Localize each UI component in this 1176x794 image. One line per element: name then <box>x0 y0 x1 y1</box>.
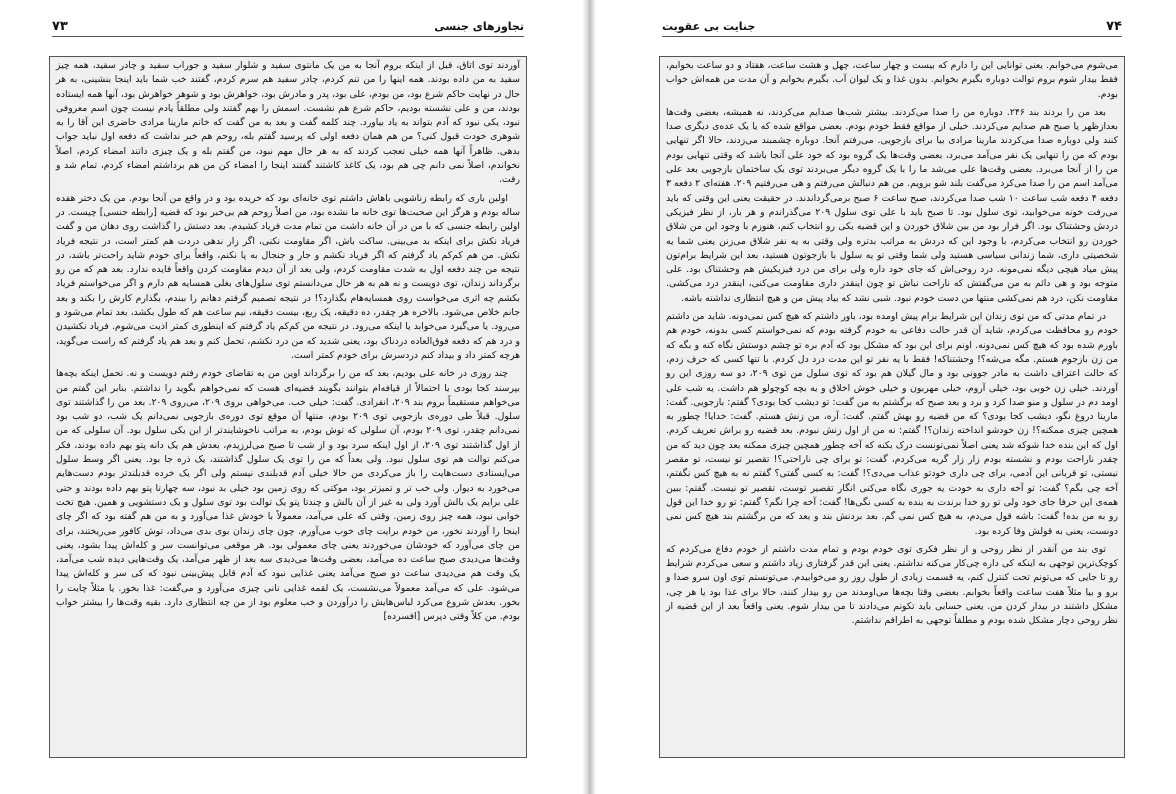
left-page-header <box>52 16 524 37</box>
left-paragraph-3: چند روزی در خانه علی بودیم، بعد که من را برگرداند اوین من به تقاضای خودم رفتم دویست و نه. تحمل اینکه بچه‌ها بپرسند کجا بودی یا احتمالاً از قیافه‌ام بتوانند بگویند قضیه‌ای هست که نمی‌خواهم بگوید را نداشتم. بنابر این گفتم من می‌خواهم مستقیماً بروم بند ۲۰۹، انفرادی. گفت: خیلی خب. می‌خواهی بروی ۲۰۹، می‌روی ۲۰۹. بعد من را گذاشتند توی سلول. قبلاً طی دوره‌ی بازجویی توی ۲۰۹ بودم، منتها آن موقع توی دوره‌ی بازجویی نمی‌دانم یک شب، دو شب بود نمی‌دانم چقدر، توی ۲۰۹ بودم، آن سلولی که توش بودم، به مراتب ناخوشایندتر از این یکی سلول بود. آن سلولی که من از اول گذاشتند توی ۲۰۹، از اول اینکه سرد بود و از شب تا صبح می‌لرزیدم، بعدش هم یک دانه پتو بهم داده بودند، فکر می‌کنم توالت هم توی سلول نبود. ولی بعداً که من را توی یک سلول گذاشتند، یک ذره جا بود. یعنی اگر وسط سلول می‌ایستادی دست‌هایت را باز می‌کردی من حالا خیلی آدم قدبلندی نیستم ولی اگر یک خرده قدبلندتر بودم دست‌هایم می‌خورد به دیوار. ولی خب تر و تمیزتر بود، موکتی که روی زمین بود خیلی بد نبود، سه چهارتا پتو بهم داده بودند و حتی علی برایم یک بالش آورد ولی به غیر از آن بالش و چندتا پتو یک توالت بود توی سلول و یک دستشویی و همین. هیچ تخت خوابی نبود، همه چیز روی زمین. وقتی که علی می‌آمد، معمولاً با خودش غذا می‌آورد و به من هم گفته بود که اگر چای اینجا را آوردند نخور، من خودم برایت چای خوب می‌آورم. چون چای زندان بوی بدی می‌داد، توش کافور می‌ریختند، برای من چای می‌آورد که خودشان می‌خوردند یعنی چای معمولی بود. هر موقعی می‌توانست سر و کله‌اش پیدا بشود، یعنی وقت‌ها می‌دیدی صبح ساعت ده می‌آمد، بعضی وقت‌ها می‌دیدی سه بعد از ظهر می‌آمد، یک وقت‌هایی دیده شب می‌آمد، یک وقت هم می‌دیدی ساعت دو صبح می‌آمد یعنی غذایی نبود که آدم قابل پیش‌بینی نبود که کی سر و کله‌اش پیدا می‌شود. علی که می‌آمد معمولاً می‌نشست، یک لقمه غذایی نانی چیزی می‌آورد و می‌گفت: غذا بخور. یا مثلاً چایت را بخور. بعدش شروع می‌کرد لباس‌هایش را درآوردن و خب معلوم بود از من چه انتظاری دارد. بقیه وقت‌ها را بیشتر خواب بودم. من کلاً وقتی دپرس [افسرده] <box>56 368 520 623</box>
right-text-box <box>659 56 1125 758</box>
left-page <box>0 0 582 794</box>
right-page-header <box>662 16 1122 37</box>
right-paragraph-1: می‌شوم می‌خوابم. یعنی توانایی این را دارم که بیست و چهار ساعت، چهل و هشت ساعت، هفتاد و دو ساعت بخوابم، فقط بیدار شوم بروم توالت دوباره بگیرم بخوابم. بدون غذا و یک لیوان آب. بگیرم بخوابم و آن مدت من همه‌اش خواب بودم. <box>666 60 1118 100</box>
right-paragraph-2: بعد من را بردند بند ۲۴۶. دوباره من را صدا می‌کردند. بیشتر شب‌ها صدایم می‌کردند، نه همیشه، بعضی وقت‌ها بعدازظهر یا صبح هم صدایم می‌کردند. خیلی از مواقع فقط خودم بودم. بعضی مواقع شده که یا یک عده‌ی دیگری صدا کنند ولی دوباره صدا می‌کردند مارینا مرادی بیا برای بازجویی. می‌رفتم آنجا. دوباره چشمبند می‌زدند، حالا اگر تنهایی بودم که من را تنهایی یک نفر می‌آمد می‌برد، بعضی وقت‌ها یک گروه بود که خود علی آنجا باشد که وقتی تنهایی بودم من را از آنجا می‌برد. بعضی وقت‌ها علی می‌شد ما را با یک گروه دیگر می‌بردند توی یک ساختمان بازجویی بعد علی می‌آمد اسم من را صدا می‌کرد می‌گفت بلند شو برویم. من هم دنبالش می‌رفتم و هی می‌رفتیم ۲۰۹. هفته‌ای ۲ دفعه ۳ دفعه ۴ دفعه شب ساعت ۱۰ شب صدا می‌کردند، صبح ساعت ۶ صبح برمی‌گرداندند. در حقیقت یعنی این وقتی که باید می‌رفت خونه می‌خوابید، توی سلول بود. تا صبح باید با علی توی سلول ۲۰۹ می‌گذراندم و هر بار، از نظر فیزیکی دردش وحشتناک بود. اگر فرار بود من بین شلاق خوردن و این قضیه یکی رو انتخاب کنم، هنوزم با وجود این من شلاق خوردن رو انتخاب می‌کردم، با وجود این که دردش به مراتب بدتره ولی وقتی به یه نفر شلاق می‌زنن یعنی شما یه شخصیتی داری، شما زندانی سیاسی هستید ولی شما وقتی تو یه سلول با بازجوتون هستید، بعد این شرایط برام‌تون پیش میاد هیچی دیگه نمی‌مونه. درد روحی‌اش که جای خود داره ولی برای من درد فیزیکیش هم وحشتناک بود. علی متوجه بود و هی دائم به من می‌گفتش که ناراحت نباش تو چون اینقدر داری مقاومت می‌کنی، اینقدر درد می‌کشی. مقاومت نکن، درد هم نمی‌کشی منتها من دست خودم نبود. شبی نشد که بیاد پیش من و هیچ انتظاری نداشته باشه. <box>666 106 1119 304</box>
left-paragraph-2: اولین باری که رابطه زناشویی باهاش داشتم توی خانه‌ای بود که خریده بود و در واقع من آنجا بودم. من یک دختر هفده ساله بودم و هرگز این صحبت‌ها توی خانه ما نشده بود، من اصلاً روحم هم بی‌خبر بود که قضیه [رابطه جنسی] چیست. در اولین رابطه جنسی که با من در آن خانه داشت من تمام مدت فریاد کشیدم. بعد دستش را گذاشت روی دهان من و گفت فریاد نکش برای اینکه بد می‌بینی. ساکت باش، اگر مقاومت نکنی، اگر زار ندهی دردت هم کمتر است، در نتیجه فریاد نکش. من هم کم‌کم یاد گرفتم که اگر فریاد نکشم و جار و جنجال به پا نکنم، واقعاً برای خودم شاید راحت‌تر باشد، در نتیجه من چند دفعه اول به شدت مقاومت کردم، ولی بعد از آن دیدم مقاومت کردن واقعاً فایده ندارد. بعد هم که من رو برگرداند زندان، توی دویست و نه هم به هر حال می‌دانستم توی سلول‌های بغلی همسایه هم دارم و اگر می‌خواستم فریاد بکشم چه اثری می‌خواست روی همسایه‌هام بگذارد؟! در نتیجه تصمیم گرفتم دهانم را ببندم، بگذارم کارش را بکند و بعد جانم خلاص می‌شود. بالاخره هر چقدر، ده دقیقه، یک ربع، بیست دقیقه، نیم ساعت هم که طول بکشد، بعد تمام می‌شود و می‌رود. یا می‌گیرد می‌خوابد یا اینکه می‌رود. در نتیجه من کم‌کم یاد گرفتم که اینطوری کمتر اذیت می‌شوم. فریاد نکشیدن و درد هم که دفعه فوق‌العاده دردناک بود، یعنی شدید که من درد نکشم، تحمل کنم و بعد هم یاد گرفتم که راست می‌گوید، هرچه کمتر داد و بیداد کنم دردسرش برای خودم کمتر است. <box>56 192 520 361</box>
right-page <box>596 0 1176 794</box>
left-paragraph-1: آوردند توی اتاق، قبل از اینکه بروم آنجا به من یک مانتوی سفید و شلوار سفید و جوراب سفید و چادر سفید، همه چیز سفید به من داده بودند. همه اینها را من تنم کردم، چادر سفید هم سرم کردم، گفتند خب شما باید اینجا بنشینی، به هر حال در نهایت حاکم شرع بود، من بودم، علی بود، پدر و مادرش بود، خواهرش بود و شوهر خواهرش بود، آنها همه ایستاده بودند، من و علی نشسته بودیم، حاکم شرع هم نشست. اسمش را بهم گفتند ولی مطلقاً یادم نیست چون اسم معروفی نبود، یکی نبود که آدم بتواند به یاد بیاورد. چند کلمه گفت و بعد به من گفت که خانم مارینا مرادی حاضری این آقا را به شوهری خودت قبول کنی؟ من هم همان دفعه اولی که پرسید گفتم بله، روحم هم خبر نداشت که دفعه اول نباید جواب بدهی. ظاهراً آنها همه خیلی تعجب کردند که به هر حال مهم نبود، من گفتم بله و یک چیزی داتند امضاء کردم، اصلاً نخواندم، اصلاً نمی دانم چی هم بود، یک کاغذ کاشتند گفتند اینجا را امضاء کن من هم برداشتم امضاء کردم، تمام شد و رفت. <box>56 60 520 186</box>
right-page-number: ۷۴ <box>1106 18 1122 34</box>
left-running-title: تجاوزهای جنسی <box>434 19 524 33</box>
left-page-number: ۷۳ <box>52 18 68 34</box>
right-paragraph-3: در تمام مدتی که من توی زندان این شرایط برام پیش اومده بود، باور داشتم که هیچ کس نمی‌دونه. شاید من داشتم خودم رو محافظت می‌کردم، شاید آن قدر حالت دفاعی به خودم گرفته بودم که نمی‌خواستم کسی بدونه، خودم هم باورم شده بود که هیچ کس نمی‌دونه. اونم برای این بود که مشکل بود که آدم بره تو چشم دوستش نگاه کنه و بگه که من زن بازجوم هستم. مگه می‌شه؟! وحشتناکه! فقط با یه نفر تو این مدت درد دل کردم. با تنها کسی که حرف زدم، که حالت اعتراف داشت به مادر جوونی بود و مال گیلان هم بود که توی سلول من توی ۲۰۹، دو سه روزی این رو آوردند. خیلی زن خوبی بود، خیلی آروم، خیلی مهربون و خیلی خوش اخلاق و یه بچه کوچولو هم داشت. یه شب علی اومد دم در سلول و منو صدا کرد و برد و بعد صبح که برگشتم به من گفت: تو دیشب کجا بودی؟ گفتم: بازجویی. گفت: مارینا دروغ نگو، دیشب کجا بودی؟ که من قضیه رو بهش گفتم. گفت: آره، من زنش هستم. گفت: خدایا! چطور به همچین چیزی ممکنه؟! زن خودشو انداخته زندان؟! گفتم: نه من از اول زنش نبودم. بعد قضیه رو براش تعریف کردم. اول که این بنده خدا شوکه شد یعنی اصلاً نمی‌تونست درک بکنه که آخه چطور همچین چیزی ممکنه بعد چون دید که من چقدر ناراحت بودم و نشسته بودم زار زار گریه می‌کردم، گفت: تو برای چی ناراحتی؟! تقصیر تو نیست، تو مقصر نیستی، تو قربانی این آدمی، برای چی داری خودتو عذاب می‌دی؟! گفت: به کسی گفتی؟ گفتم نه به هیچ کس نگفتم، آخه چی بگم؟ گفت: تو آخه داری به خودت یه جوری نگاه می‌کنی انگار تقصیر توست، تقصیر تو نیست. گفتم: ببین همه‌ی این حرفا جای خود ولی تو رو خدا برندت به بنده به کسی نگی‌ها! گفت: آخه چرا نگم؟ گفتم: تو رو خدا این قول رو به من بده! گفت: باشه قول می‌دم، به هیچ کس نمی گم. بعد بردنش بند و بعد که من برگشتم بند هیچ کس نمی دونست، یعنی به قولش وفا کرده بود. <box>666 311 1118 537</box>
right-running-title: جنایت بی عقوبت <box>662 19 756 33</box>
left-text-box <box>49 56 527 758</box>
book-gutter <box>582 0 596 794</box>
right-paragraph-4: توی بند من آنقدر از نظر روحی و از نظر فکری توی خودم بودم و تمام مدت داشتم از خودم دفاع می‌کردم که کوچک‌ترین توجهی به اینکه کی داره چی‌کار می‌کنه نداشتم. یعنی این قدر گرفتاری زیاد داشتم و سعی می‌کردم شرایط رو تا جایی که می‌تونم تحت کنترل کنم، یه قسمت زیادی از طول روز رو می‌خوابیدم. می‌تونستم توی اون سرو صدا و برو و بیا مثلاً هفت ساعت واقعاً بخوابم. بعضی وقتا بچه‌ها می‌اومدند من رو بیدار کنند، حالا برای غذا بود یا هر چی، مشکل داشتند در بیدار کردن من. یعنی حسابی باید تکونم می‌دادند تا من بیدار شوم. یعنی واقعاً بعد از این قضیه از نظر روحی دچار مشکل شده بودم و مطلقاً توجهی به اطرافم نداشتم. <box>666 543 1118 627</box>
